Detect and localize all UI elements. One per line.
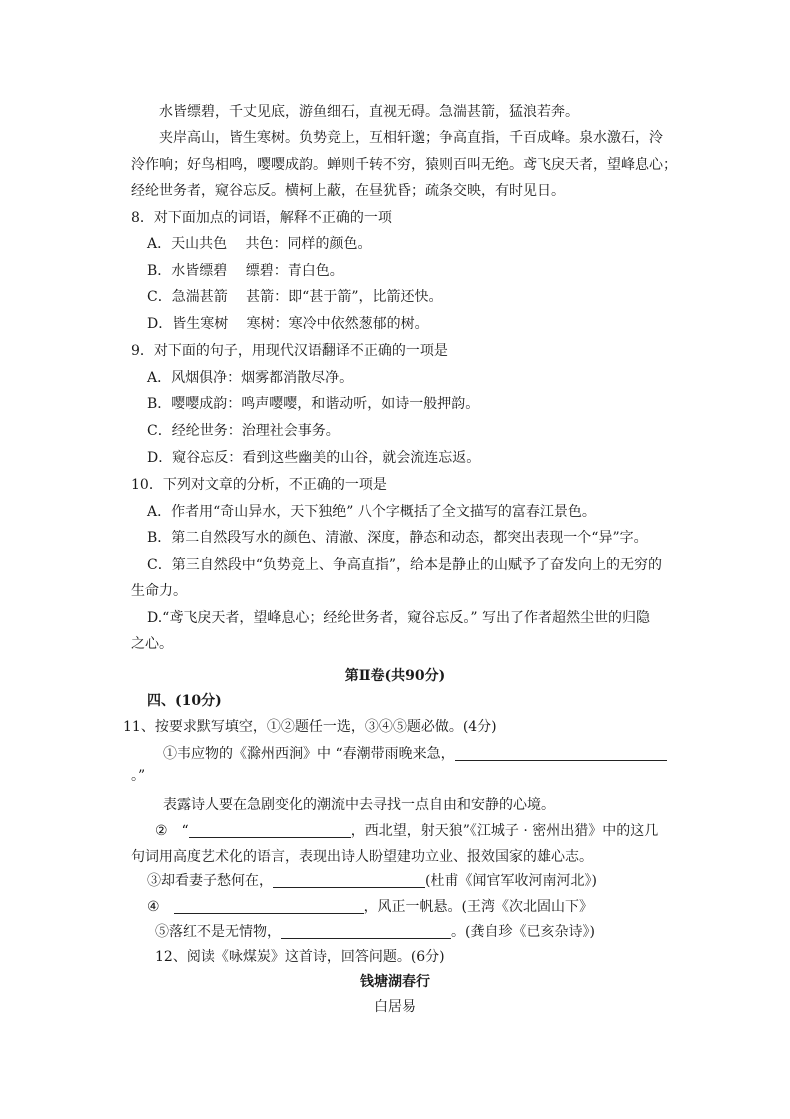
passage-line: 泠作响；好鸟相鸣，嘤嘤成韵。蝉则千转不穷，猿则百叫无绝。鸢飞戾天者，望峰息心；: [131, 157, 677, 173]
q11-item-1-text: ①韦应物的《滁州西涧》中 “春潮带雨晚来急，: [163, 746, 455, 762]
q11-item-1-end: 。”: [131, 768, 146, 784]
q11-blank-3[interactable]: [273, 873, 425, 888]
q10-option-d-cont: 之心。: [131, 636, 173, 652]
q8-option-d: D．皆生寒树 寒树：寒冷中依然葱郁的树。: [147, 316, 429, 332]
q8-option-b: B．水皆缥碧 缥碧：青白色。: [147, 263, 344, 279]
passage-line: 夹岸高山，皆生寒树。负势竞上，互相轩邈；争高直指，千百成峰。泉水激石，泠: [159, 130, 663, 146]
section-title: 第Ⅱ卷(共90分): [344, 668, 446, 684]
q11-item-4-text: ，风正一帆悬。(王湾《次北固山下》: [363, 899, 594, 915]
q11-item-5-source: 。(龚自珍《已亥杂诗》): [451, 924, 595, 940]
q11-item-3-text: ③却看妻子愁何在，: [147, 873, 273, 889]
q11-blank-5[interactable]: [281, 924, 451, 939]
q11-item-1: [163, 744, 667, 764]
q11-blank-1[interactable]: [455, 746, 667, 761]
q8-option-c: C．急湍甚箭 甚箭：即“甚于箭”，比箭还快。: [147, 289, 443, 305]
poem-title: 钱塘湖春行: [360, 974, 430, 990]
q11-item-5-text: ⑤落红不是无情物，: [155, 924, 281, 940]
q9-stem: 9．对下面的句子，用现代汉语翻译不正确的一项是: [131, 343, 448, 359]
q10-option-d: D.“鸢飞戾天者，望峰息心；经纶世务者，窥谷忘反。” 写出了作者超然尘世的归隐: [147, 610, 650, 626]
q10-option-b: B．第二自然段写水的颜色、清澈、深度，静态和动态，都突出表现一个“异”字。: [147, 530, 648, 546]
q9-option-d: D．窥谷忘反：看到这些幽美的山谷，就会流连忘返。: [147, 450, 481, 466]
q8-stem: 8．对下面加点的词语，解释不正确的一项: [131, 210, 392, 226]
q10-option-a: A．作者用“奇山异水，天下独绝” 八个字概括了全文描写的富春江景色。: [147, 504, 596, 520]
q11-item-4: [147, 897, 593, 917]
q8-option-a: A．天山共色 共色：同样的颜色。: [147, 236, 372, 252]
q12-stem: 12、阅读《咏煤炭》这首诗，回答问题。(6分): [155, 949, 445, 965]
poem-author: 白居易: [374, 999, 416, 1015]
q11-blank-2[interactable]: [189, 823, 351, 838]
q11-item-2: [155, 821, 658, 841]
part-heading: 四、(10分): [147, 693, 222, 709]
q11-item-2-open: ② “: [155, 823, 189, 839]
q11-blank-4[interactable]: [174, 899, 364, 914]
q9-option-b: B．嘤嘤成韵：鸣声嘤嘤，和谐动听，如诗一般押韵。: [147, 396, 480, 412]
q11-item-2-cont: 句词用高度艺术化的语言，表现出诗人盼望建功立业、报效国家的雄心志。: [131, 849, 593, 865]
q11-item-3-source: (杜甫《闻官军收河南河北》): [425, 873, 597, 889]
q11-item-5: [155, 922, 595, 942]
q10-option-c-cont: 生命力。: [131, 583, 187, 599]
passage-line: 经纶世务者，窥谷忘反。横柯上蔽，在昼犹昏；疏条交映，有时见日。: [131, 183, 565, 199]
q9-option-c: C．经纶世务：治理社会事务。: [147, 423, 340, 439]
q11-item-2-text: ，西北望，射天狼”《江城子 · 密州出猎》中的这几: [350, 823, 659, 839]
q10-stem: 10．下列对文章的分析，不正确的一项是: [131, 477, 387, 493]
passage-line: 水皆缥碧，千丈见底，游鱼细石，直视无碍。急湍甚箭，猛浪若奔。: [159, 104, 579, 120]
q11-item-3: [147, 871, 597, 891]
q11-stem: 11、按要求默写填空，①②题任一选，③④⑤题必做。(4分): [123, 719, 497, 735]
q11-item-4-label: ④: [147, 899, 160, 915]
q9-option-a: A．风烟俱净：烟雾都消散尽净。: [147, 370, 354, 386]
q10-option-c: C．第三自然段中“负势竞上、争高直指”，给本是静止的山赋予了奋发向上的无穷的: [147, 557, 663, 573]
q11-item-1-note: 表露诗人要在急剧变化的潮流中去寻找一点自由和安静的心境。: [163, 797, 555, 813]
